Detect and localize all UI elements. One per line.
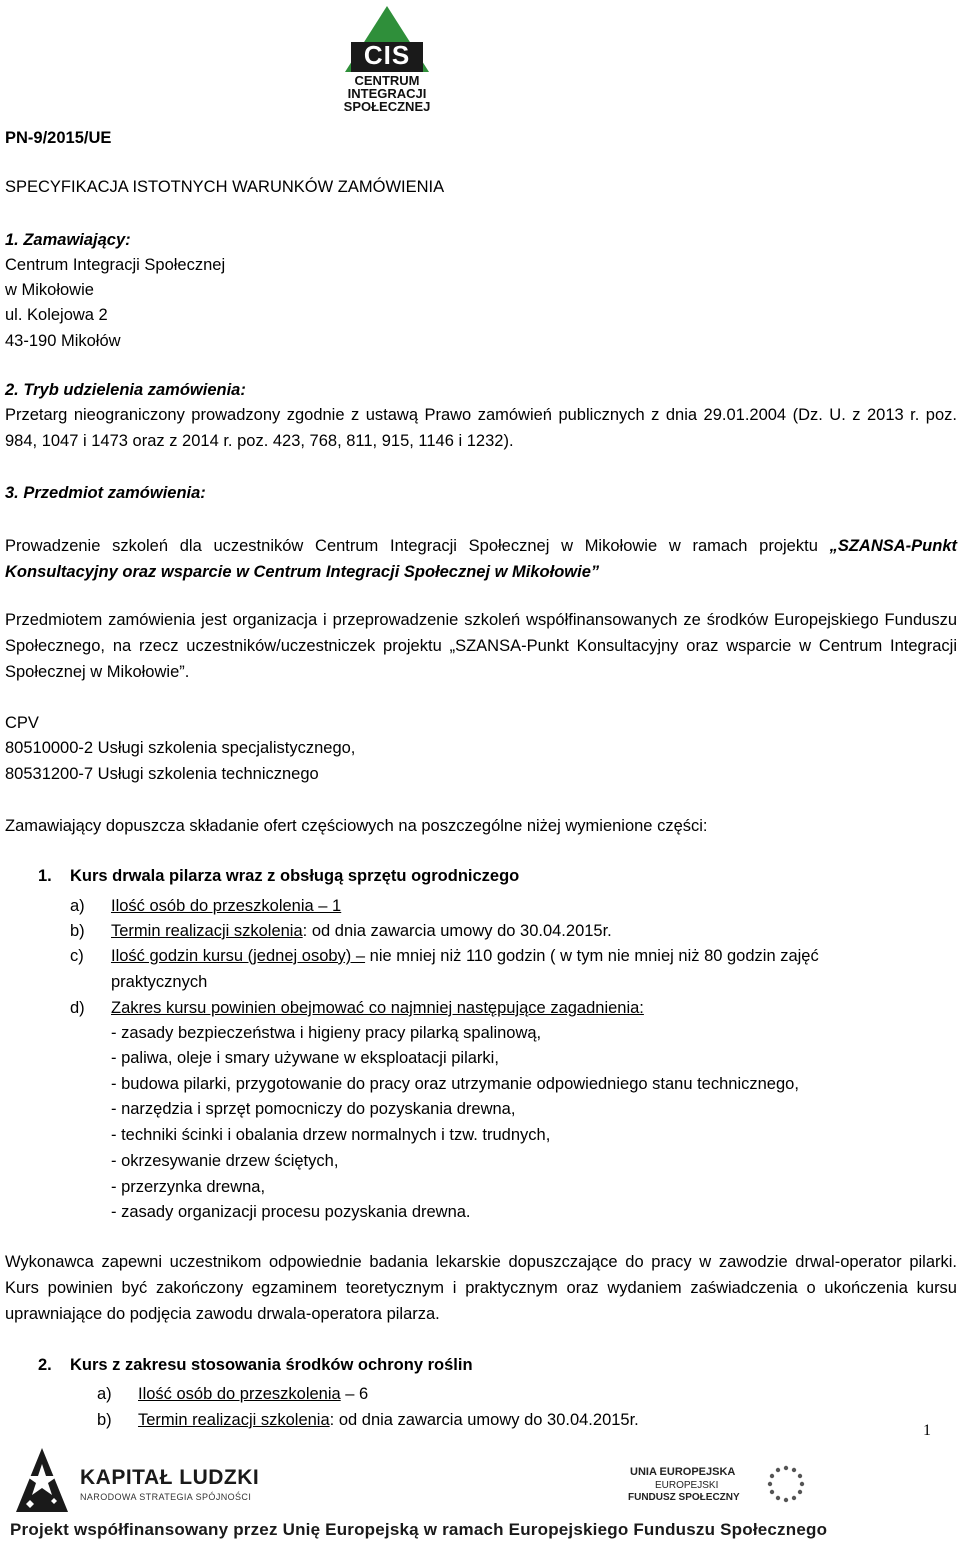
item-label: c) [70,947,84,965]
footer [0,1440,960,1541]
hours-label: Ilość godzin kursu (jednej osoby) – [111,947,366,965]
cpv-code: 80510000-2 Usługi szkolenia specjalistycznego, [5,739,356,757]
cis-brand: CIS [363,40,411,70]
cofinancing-banner: Projekt współfinansowany przez Unię Europejską w ramach Europejskiego Funduszu Społecznego [10,1520,828,1539]
section-1-heading: 1. Zamawiający: [5,231,131,249]
scope-item: - zasady bezpieczeństwa i higieny pracy pilarką spalinową, [111,1024,542,1042]
eu-line-1: UNIA EUROPEJSKA [630,1466,736,1478]
course-hours-cont: praktycznych [111,973,208,991]
scope-item: - zasady organizacji procesu pozyskania drewna. [111,1203,471,1221]
section-3-heading: 3. Przedmiot zamówienia: [5,484,206,502]
page-number: 1 [923,1422,931,1439]
participants-label: Ilość osób do przeszkolenia [138,1385,341,1403]
item-label: d) [70,999,85,1017]
eu-line-3: FUNDUSZ SPOŁECZNY [628,1492,740,1503]
eu-line-2: EUROPEJSKI [655,1480,719,1491]
section-2-heading: 2. Tryb udzielenia zamówienia: [5,381,246,399]
logo-line-3: SPOŁECZNEJ [343,99,431,114]
item-label: a) [97,1385,112,1403]
course-hours [111,946,819,966]
cpv-label: CPV [5,714,39,732]
project-name: „SZANSA-Punkt Konsultacyjny oraz wsparcie w Centrum Integracji Społecznej w Mikołowie” [5,537,957,581]
cpv-code: 80531200-7 Usługi szkolenia technicznego [5,765,319,783]
training-deadline [138,1410,639,1430]
kapital-ludzki-logo-icon [12,1446,72,1514]
scope-item: - techniki ścinki i obalania drzew normalnych i tzw. trudnych, [111,1126,551,1144]
participants-value: – 6 [340,1385,369,1403]
address-line: Centrum Integracji Społecznej [5,256,226,274]
address-line: 43-190 Mikołów [5,332,121,350]
logo-line-1: CENTRUM [354,73,420,88]
scope-item: - przerzynka drewna, [111,1178,266,1196]
part-1-note: Wykonawca zapewni uczestnikom odpowiednie badania lekarskie dopuszczające do pracy w zawodzie drwal-operator pilarki. Kurs powinien być zakończony egzaminem teoretycznym i praktycznym oraz wydaniem zaświadczenia o ukończenia kursu uprawniające do podjęcia zawodu drwala-operatora pilarza. [5,1253,957,1323]
participants-count: Ilość osób do przeszkolenia – 1 [111,897,342,915]
section-2-text: Przetarg nieograniczony prowadzony zgodnie z ustawą Prawo zamówień publicznych z dnia 29.01.2004 (Dz. U. z 2013 r. poz. 984, 1047 i 1473 oraz z 2014 r. poz. 423, 768, 811, 915, 1146 i 1232). [5,406,957,450]
scope-item: - budowa pilarki, przygotowanie do pracy oraz utrzymanie odpowiedniego stanu technicznego, [111,1075,799,1093]
part-2-title: Kurs z zakresu stosowania środków ochrony roślin [70,1356,473,1374]
item-label: b) [70,922,85,940]
hours-value: nie mniej niż 110 godzin ( w tym nie mniej niż 80 godzin zajęć [365,947,819,965]
logo-line-2: INTEGRACJI [347,86,427,101]
training-deadline [111,921,612,941]
scope-item: - paliwa, oleje i smary używane w eksploatacji pilarki, [111,1049,499,1067]
cis-logo [337,4,437,112]
scope-item: - narzędzia i sprzęt pomocniczy do pozyskania drewna, [111,1100,516,1118]
part-1-number: 1. [38,867,52,885]
item-label: a) [70,897,85,915]
item-label: b) [97,1411,112,1429]
eu-flag-icon [756,1462,816,1506]
doc-title: SPECYFIKACJA ISTOTNYCH WARUNKÓW ZAMÓWIENIA [5,178,445,196]
course-scope-heading: Zakres kursu powinien obejmować co najmniej następujące zagadnienia: [111,999,644,1017]
deadline-label: Termin realizacji szkolenia [111,922,303,940]
kapital-ludzki-subtitle: NARODOWA STRATEGIA SPÓJNOŚCI [80,1492,252,1502]
address-line: ul. Kolejowa 2 [5,306,108,324]
address-line: w Mikołowie [5,281,94,299]
kapital-ludzki-title: KAPITAŁ LUDZKI [80,1466,260,1489]
deadline-value: : od dnia zawarcia umowy do 30.04.2015r. [329,1411,639,1429]
deadline-value: : od dnia zawarcia umowy do 30.04.2015r. [302,922,612,940]
participants-count [138,1384,368,1404]
section-3-subject [5,533,957,585]
subject-text: Prowadzenie szkoleń dla uczestników Centrum Integracji Społecznej w Mikołowie w ramach projektu [5,537,830,555]
scope-item: - okrzesywanie drzew ściętych, [111,1152,339,1170]
section-3-description: Przedmiotem zamówienia jest organizacja i przeprowadzenie szkoleń współfinansowanych ze środków Europejskiego Funduszu Społecznego, na rzecz uczestników/uczestniczek projektu „SZANSA-Punkt Konsultacyjny oraz wsparcie w Centrum Integracji Społecznej w Mikołowie”. [5,611,957,681]
partial-offers-text: Zamawiający dopuszcza składanie ofert częściowych na poszczególne niżej wymienione części: [5,817,708,835]
part-1-title: Kurs drwala pilarza wraz z obsługą sprzętu ogrodniczego [70,867,520,885]
part-2-number: 2. [38,1356,52,1374]
deadline-label: Termin realizacji szkolenia [138,1411,330,1429]
doc-ref: PN-9/2015/UE [5,129,112,147]
